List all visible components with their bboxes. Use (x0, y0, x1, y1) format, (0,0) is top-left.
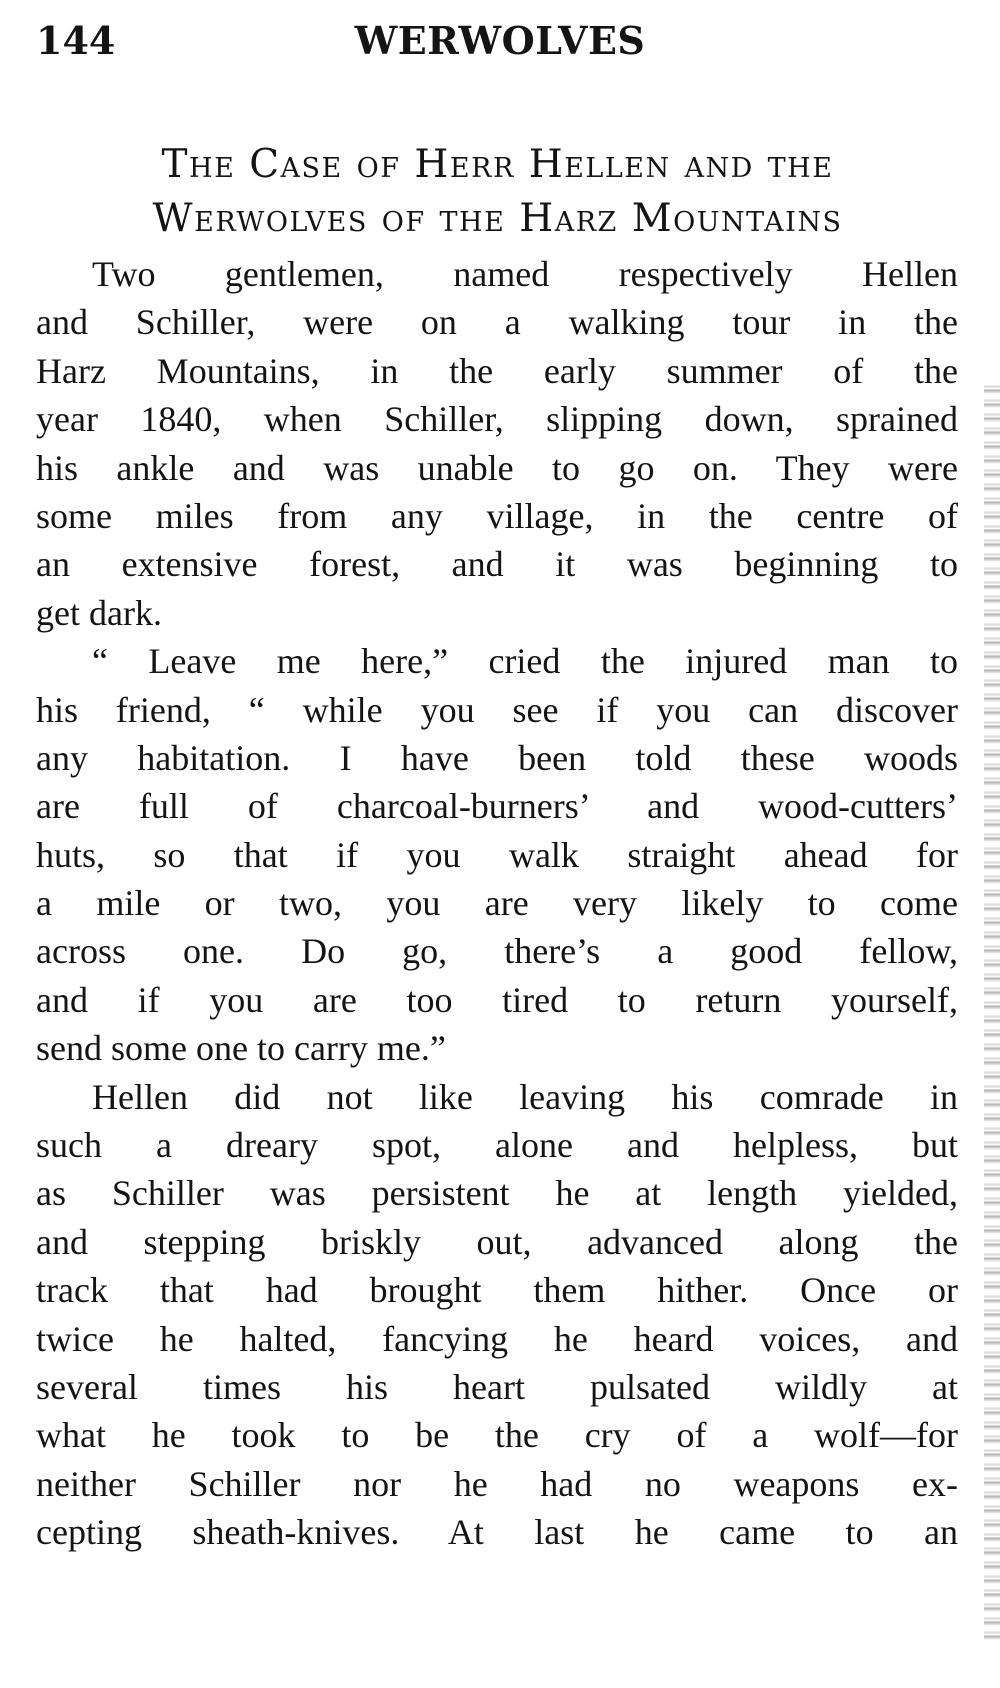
text-line: what he took to be the cry of a wolf—for (36, 1415, 958, 1456)
scanned-page-edge (984, 380, 1000, 1640)
text-line: such a dreary spot, alone and helpless, but (36, 1125, 958, 1166)
text-line: huts, so that if you walk straight ahead for (36, 834, 958, 875)
text-line: cepting sheath-knives. At last he came to an (36, 1512, 958, 1553)
page-header (0, 18, 1000, 78)
text-line: “ Leave me here,” cried the injured man to (92, 641, 958, 682)
text-line: Harz Mountains, in the early summer of the (36, 350, 958, 391)
running-head: WERWOLVES (354, 18, 646, 63)
text-line: get dark. (36, 592, 162, 633)
text-line: Hellen did not like leaving his comrade in (92, 1076, 958, 1117)
text-line: and if you are too tired to return yourself, (36, 979, 958, 1020)
text-line: across one. Do go, there’s a good fellow, (36, 931, 958, 972)
body-text (36, 250, 958, 1557)
paragraph (36, 637, 958, 1073)
text-line: several times his heart pulsated wildly at (36, 1366, 958, 1407)
paragraph (36, 250, 958, 637)
text-line: neither Schiller nor he had no weapons ex- (36, 1463, 958, 1504)
text-line: as Schiller was persistent he at length yielded, (36, 1173, 958, 1214)
paragraph (36, 1073, 958, 1557)
chapter-title-line: Werwolves of the Harz Mountains (152, 196, 843, 241)
chapter-title (40, 138, 955, 246)
text-line: his friend, “ while you see if you can discover (36, 689, 958, 730)
text-line: some miles from any village, in the centre of (36, 495, 958, 536)
page-number: 144 (36, 18, 116, 63)
text-line: a mile or two, you are very likely to come (36, 883, 958, 924)
text-line: an extensive forest, and it was beginning to (36, 544, 958, 585)
text-line: track that had brought them hither. Once or (36, 1270, 958, 1311)
text-line: send some one to carry me.” (36, 1028, 446, 1069)
text-line: and stepping briskly out, advanced along the (36, 1221, 958, 1262)
text-line: his ankle and was unable to go on. They were (36, 447, 958, 488)
text-line: year 1840, when Schiller, slipping down, sprained (36, 399, 958, 440)
chapter-title-line: The Case of Herr Hellen and the (161, 142, 834, 187)
text-line: any habitation. I have been told these woods (36, 737, 958, 778)
text-line: and Schiller, were on a walking tour in the (36, 302, 958, 343)
text-line: twice he halted, fancying he heard voices, and (36, 1318, 958, 1359)
text-line: are full of charcoal-burners’ and wood-cutters’ (36, 786, 958, 827)
text-line: Two gentlemen, named respectively Hellen (92, 254, 958, 294)
